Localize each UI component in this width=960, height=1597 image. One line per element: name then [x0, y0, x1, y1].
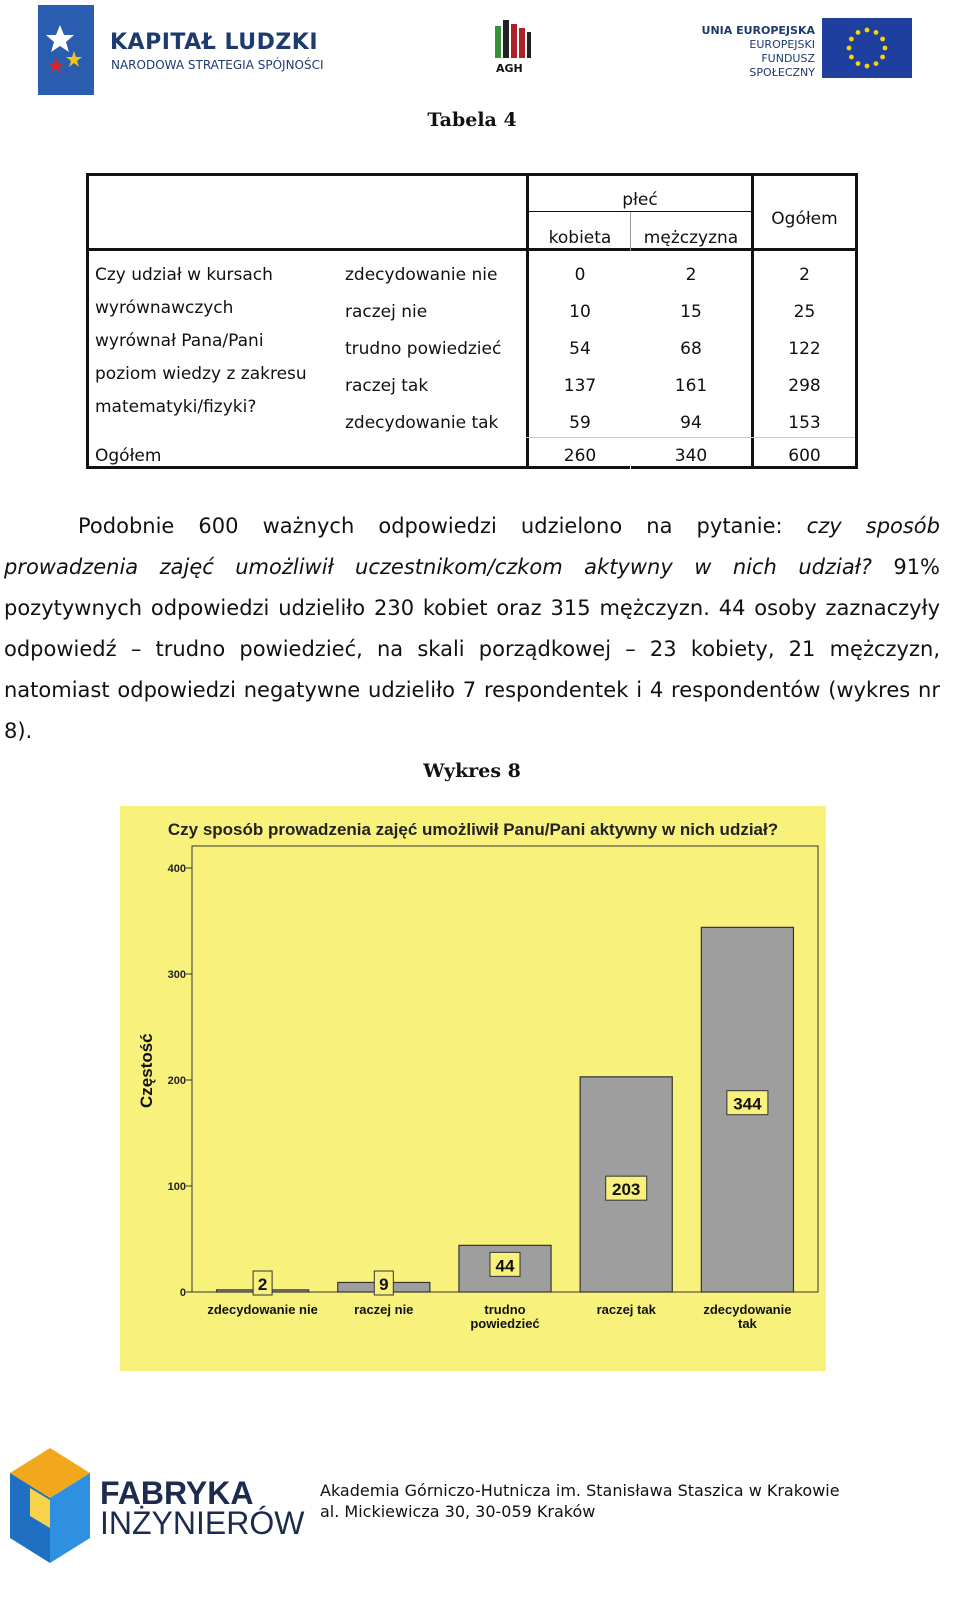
y-tick-label: 100 — [167, 1181, 186, 1193]
eu-line-1: UNIA EUROPEJSKA — [701, 24, 815, 37]
total-ogolem: 600 — [788, 446, 821, 466]
cell-ogolem: 122 — [788, 339, 821, 359]
address-line-1: Akademia Górniczo-Hutnicza im. Stanisława Staszica w Krakowie — [320, 1481, 840, 1500]
fabryka-inzynierow-wordmark — [100, 1475, 305, 1541]
table-caption: Tabela 4 — [427, 109, 517, 131]
eu-text — [695, 24, 815, 80]
footer-address — [320, 1480, 840, 1522]
cell-mezczyzna: 2 — [685, 265, 697, 285]
agh-logo — [493, 18, 533, 78]
cell-mezczyzna: 94 — [680, 413, 702, 433]
cell-mezczyzna: 68 — [680, 339, 702, 359]
eu-flag-icon — [822, 18, 912, 78]
fi-line-2: INŻYNIERÓW — [100, 1505, 305, 1541]
para-body: 91% pozytywnych odpowiedzi udzieliło 230 kobiet oraz 315 mężczyzn. 44 osoby zaznaczyły odpowiedź – trudno powiedzieć, na skali porządkowej – 23 kobiety, 21 mężczyzn, natomiast odpowiedzi negatywne udzieliło 7 respondentek i 4 respondentów (wykres nr 8). — [4, 555, 941, 743]
cell-kobieta: 137 — [563, 376, 597, 396]
y-tick-label: 0 — [179, 1287, 186, 1299]
bar-chart — [120, 806, 826, 1371]
cell-ogolem: 25 — [793, 302, 816, 322]
data-label: 344 — [733, 1094, 762, 1114]
cell-kobieta: 0 — [574, 265, 586, 285]
data-label: 203 — [612, 1180, 641, 1200]
cell-mezczyzna: 15 — [680, 302, 702, 322]
y-tick-label: 400 — [167, 863, 186, 875]
data-label: 44 — [495, 1256, 515, 1276]
question-line-3: wyrównał Pana/Pani — [95, 331, 264, 351]
question-line-1: Czy udział w kursach — [95, 265, 273, 285]
question-line-4: poziom wiedzy z zakresu — [95, 364, 307, 384]
para-intro: Podobnie 600 ważnych odpowiedzi udzielono na pytanie: — [78, 514, 807, 538]
kapital-ludzki-subtitle: NARODOWA STRATEGIA SPÓJNOŚCI — [111, 58, 324, 72]
data-label: 9 — [379, 1275, 389, 1294]
kapital-ludzki-emblem — [38, 5, 94, 95]
row-label: zdecydowanie tak — [345, 413, 499, 433]
header-mezczyzna: mężczyzna — [643, 228, 739, 248]
table-hline-header — [89, 248, 855, 251]
question-line-5: matematyki/fizyki? — [95, 397, 257, 417]
row-label: raczej nie — [345, 302, 428, 322]
row-label: trudno powiedzieć — [345, 339, 502, 359]
x-category-label: raczej tak — [596, 1302, 656, 1317]
total-kobieta: 260 — [563, 446, 597, 466]
agh-label: AGH — [496, 62, 523, 75]
total-mezczyzna: 340 — [674, 446, 708, 466]
x-category-label: zdecydowanie nie — [207, 1302, 318, 1317]
fabryka-inzynierow-emblem — [5, 1448, 95, 1563]
cell-kobieta: 59 — [569, 413, 591, 433]
chart-caption: Wykres 8 — [423, 760, 521, 782]
x-category-label: zdecydowanie — [703, 1302, 792, 1317]
crosstab-table — [86, 173, 858, 469]
cell-kobieta: 10 — [569, 302, 591, 322]
chart-title: Czy sposób prowadzenia zajęć umożliwił Panu/Pani aktywny w nich udział? — [167, 820, 779, 839]
data-label: 2 — [257, 1275, 268, 1294]
total-label: Ogółem — [95, 446, 162, 466]
table-hline-gender — [529, 211, 751, 212]
x-category-label: powiedzieć — [470, 1316, 540, 1331]
header-kobieta: kobieta — [548, 228, 612, 248]
y-tick-label: 200 — [167, 1075, 186, 1087]
para-question: czy sposób prowadzenia zajęć umożliwił uczestnikom/czkom aktywny w nich udział? — [4, 514, 940, 579]
x-category-label: tak — [738, 1316, 757, 1331]
x-category-label: trudno — [484, 1302, 526, 1317]
body-paragraph — [4, 506, 940, 752]
cell-mezczyzna: 161 — [674, 376, 708, 396]
eu-line-2: EUROPEJSKI — [749, 38, 815, 51]
row-label: raczej tak — [345, 376, 429, 396]
cell-ogolem: 2 — [799, 265, 810, 285]
question-line-2: wyrównawczych — [95, 298, 234, 318]
cell-kobieta: 54 — [569, 339, 591, 359]
kapital-ludzki-title: KAPITAŁ LUDZKI — [110, 30, 319, 55]
cell-ogolem: 153 — [788, 413, 821, 433]
eu-line-3: FUNDUSZ SPOŁECZNY — [749, 52, 815, 79]
row-label: zdecydowanie nie — [345, 265, 498, 285]
fi-line-1: FABRYKA — [100, 1475, 254, 1511]
header-ogolem: Ogółem — [771, 209, 838, 229]
cell-ogolem: 298 — [788, 376, 821, 396]
header-plec: płeć — [622, 190, 658, 210]
table-hline-total — [526, 437, 855, 438]
y-tick-label: 300 — [167, 969, 186, 981]
x-category-label: raczej nie — [354, 1302, 414, 1317]
address-line-2: al. Mickiewicza 30, 30-059 Kraków — [320, 1502, 596, 1521]
chart-y-axis-label: Częstość — [137, 1033, 156, 1108]
